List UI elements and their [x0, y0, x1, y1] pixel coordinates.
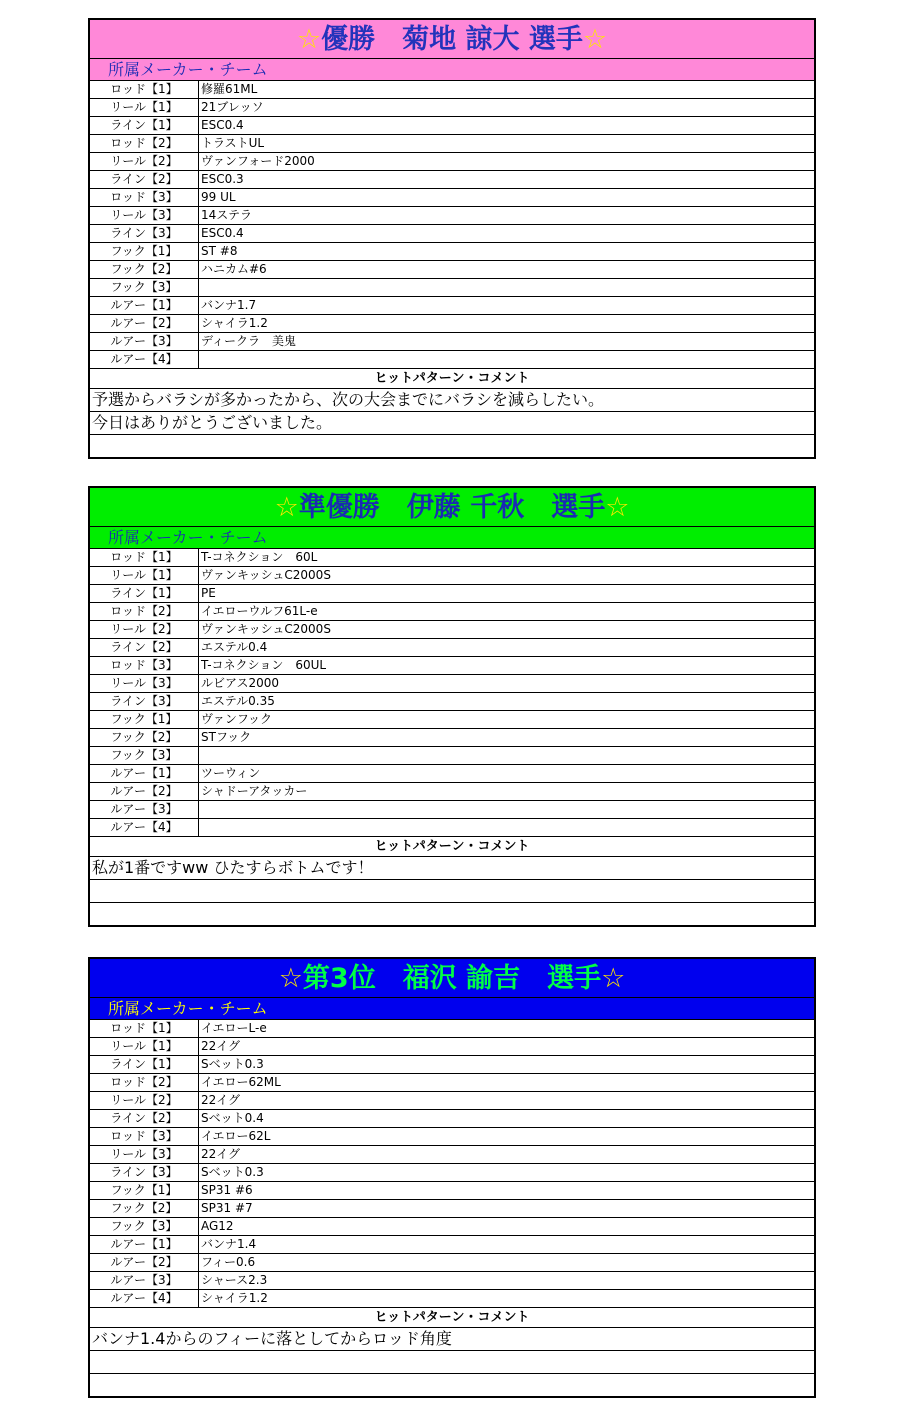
- tackle-label: ルアー【4】: [90, 1290, 199, 1308]
- star-icon: ☆: [601, 963, 626, 994]
- tackle-label: ルアー【4】: [90, 351, 199, 369]
- tackle-label: ルアー【1】: [90, 297, 199, 315]
- tackle-label: リール【1】: [90, 99, 199, 117]
- comment-block: [90, 389, 814, 457]
- tackle-row: [90, 1272, 814, 1290]
- tackle-value: フィー0.6: [199, 1254, 815, 1272]
- comment-block: [90, 1328, 814, 1396]
- tackle-value: 22イグ: [199, 1092, 815, 1110]
- tackle-row: [90, 207, 814, 225]
- comment-header: ヒットパターン・コメント: [90, 369, 814, 389]
- card-title: [90, 20, 814, 59]
- tackle-row: [90, 567, 814, 585]
- tackle-label: ルアー【2】: [90, 315, 199, 333]
- tackle-label: ライン【3】: [90, 225, 199, 243]
- tackle-value: Sベット0.3: [199, 1164, 815, 1182]
- tackle-row: [90, 747, 814, 765]
- tackle-row: [90, 729, 814, 747]
- tackle-value: ヴァンフック: [199, 711, 815, 729]
- tackle-value: エステル0.4: [199, 639, 815, 657]
- tackle-label: リール【1】: [90, 1038, 199, 1056]
- tackle-label: ライン【1】: [90, 585, 199, 603]
- tackle-row: [90, 693, 814, 711]
- tackle-label: ロッド【2】: [90, 603, 199, 621]
- star-icon: ☆: [274, 492, 299, 523]
- tackle-value: [199, 747, 815, 765]
- tackle-value: [199, 279, 815, 297]
- tackle-label: フック【2】: [90, 1200, 199, 1218]
- comment-line: 私が1番ですww ひたすらボトムです！: [90, 857, 814, 880]
- winner-title: 準優勝 伊藤 千秋 選手: [298, 492, 606, 523]
- tackle-row: [90, 1164, 814, 1182]
- tackle-value: エステル0.35: [199, 693, 815, 711]
- tackle-value: Sベット0.3: [199, 1056, 815, 1074]
- tackle-row: [90, 783, 814, 801]
- tackle-value: シャイラ1.2: [199, 1290, 815, 1308]
- tackle-row: [90, 819, 814, 837]
- tackle-label: フック【3】: [90, 279, 199, 297]
- tackle-table: [90, 549, 814, 837]
- tackle-label: フック【3】: [90, 747, 199, 765]
- tackle-value: ツーウィン: [199, 765, 815, 783]
- winner-title: 優勝 菊地 諒大 選手: [321, 24, 583, 55]
- tackle-row: [90, 297, 814, 315]
- result-card-1st: [88, 18, 816, 459]
- tackle-row: [90, 1038, 814, 1056]
- tackle-label: フック【2】: [90, 261, 199, 279]
- tackle-row: [90, 99, 814, 117]
- tackle-label: ロッド【1】: [90, 81, 199, 99]
- tackle-value: イエローウルフ61L-e: [199, 603, 815, 621]
- tackle-label: ライン【1】: [90, 117, 199, 135]
- tackle-label: リール【3】: [90, 675, 199, 693]
- tackle-row: [90, 261, 814, 279]
- tackle-label: ルアー【3】: [90, 1272, 199, 1290]
- tackle-row: [90, 1110, 814, 1128]
- tackle-label: ルアー【3】: [90, 801, 199, 819]
- tackle-value: シャイラ1.2: [199, 315, 815, 333]
- card-title: [90, 959, 814, 998]
- tackle-row: [90, 171, 814, 189]
- winner-title: 第3位 福沢 諭吉 選手: [302, 963, 602, 994]
- tackle-value: STフック: [199, 729, 815, 747]
- tackle-value: ハニカム#6: [199, 261, 815, 279]
- tackle-row: [90, 675, 814, 693]
- tackle-row: [90, 351, 814, 369]
- tackle-row: [90, 549, 814, 567]
- comment-line: [90, 903, 814, 925]
- tackle-value: 22イグ: [199, 1146, 815, 1164]
- tackle-row: [90, 81, 814, 99]
- tackle-row: [90, 1146, 814, 1164]
- tackle-row: [90, 801, 814, 819]
- star-icon: ☆: [278, 963, 303, 994]
- comment-block: [90, 857, 814, 925]
- tackle-label: ルアー【3】: [90, 333, 199, 351]
- comment-line: [90, 1374, 814, 1396]
- tackle-value: T-コネクション 60L: [199, 549, 815, 567]
- tackle-value: ESC0.4: [199, 117, 815, 135]
- tackle-value: ヴァンキッシュC2000S: [199, 621, 815, 639]
- affiliation-label: 所属メーカー・チーム: [90, 527, 814, 549]
- tackle-value: [199, 351, 815, 369]
- tackle-label: ロッド【2】: [90, 1074, 199, 1092]
- tackle-value: PE: [199, 585, 815, 603]
- star-icon: ☆: [605, 492, 630, 523]
- tackle-label: ルアー【1】: [90, 765, 199, 783]
- tackle-value: T-コネクション 60UL: [199, 657, 815, 675]
- tackle-value: ヴァンキッシュC2000S: [199, 567, 815, 585]
- tackle-label: ロッド【2】: [90, 135, 199, 153]
- tackle-row: [90, 1092, 814, 1110]
- tackle-row: [90, 135, 814, 153]
- tackle-row: [90, 1254, 814, 1272]
- tackle-value: SP31 #6: [199, 1182, 815, 1200]
- tackle-row: [90, 1074, 814, 1092]
- tackle-value: ヴァンフォード2000: [199, 153, 815, 171]
- tackle-table: [90, 81, 814, 369]
- tackle-value: イエローL-e: [199, 1020, 815, 1038]
- tackle-label: リール【2】: [90, 621, 199, 639]
- tackle-value: バンナ1.4: [199, 1236, 815, 1254]
- tackle-label: ルアー【1】: [90, 1236, 199, 1254]
- tackle-value: ESC0.3: [199, 171, 815, 189]
- card-title: [90, 488, 814, 527]
- tackle-label: ライン【2】: [90, 639, 199, 657]
- tackle-label: フック【1】: [90, 243, 199, 261]
- tackle-label: フック【1】: [90, 1182, 199, 1200]
- tackle-label: ライン【3】: [90, 693, 199, 711]
- tackle-row: [90, 1128, 814, 1146]
- tackle-row: [90, 1020, 814, 1038]
- tackle-row: [90, 639, 814, 657]
- tackle-row: [90, 1236, 814, 1254]
- comment-line: バンナ1.4からのフィーに落としてからロッド角度: [90, 1328, 814, 1351]
- tackle-row: [90, 621, 814, 639]
- tackle-row: [90, 1290, 814, 1308]
- tackle-row: [90, 657, 814, 675]
- tackle-row: [90, 117, 814, 135]
- tackle-table: [90, 1020, 814, 1308]
- tackle-row: [90, 1182, 814, 1200]
- tackle-value: 14ステラ: [199, 207, 815, 225]
- tackle-value: シャドーアタッカー: [199, 783, 815, 801]
- tackle-label: ロッド【3】: [90, 1128, 199, 1146]
- tackle-label: ロッド【1】: [90, 549, 199, 567]
- tackle-value: 99 UL: [199, 189, 815, 207]
- tackle-label: ライン【3】: [90, 1164, 199, 1182]
- tackle-label: リール【1】: [90, 567, 199, 585]
- tackle-label: フック【2】: [90, 729, 199, 747]
- tackle-row: [90, 1200, 814, 1218]
- tackle-row: [90, 153, 814, 171]
- comment-line: 今日はありがとうございました。: [90, 412, 814, 435]
- tackle-row: [90, 279, 814, 297]
- tackle-value: [199, 819, 815, 837]
- tackle-value: Sベット0.4: [199, 1110, 815, 1128]
- affiliation-label: 所属メーカー・チーム: [90, 998, 814, 1020]
- tackle-label: リール【2】: [90, 153, 199, 171]
- tackle-row: [90, 225, 814, 243]
- tackle-label: ライン【1】: [90, 1056, 199, 1074]
- comment-header: ヒットパターン・コメント: [90, 837, 814, 857]
- star-icon: ☆: [582, 24, 608, 55]
- tackle-label: ルアー【2】: [90, 783, 199, 801]
- tackle-row: [90, 315, 814, 333]
- tackle-row: [90, 603, 814, 621]
- result-card-2nd: [88, 486, 816, 927]
- tackle-row: [90, 189, 814, 207]
- tackle-label: ライン【2】: [90, 171, 199, 189]
- tackle-value: AG12: [199, 1218, 815, 1236]
- comment-line: 予選からバラシが多かったから、次の大会までにバラシを減らしたい。: [90, 389, 814, 412]
- tackle-value: SP31 #7: [199, 1200, 815, 1218]
- tackle-value: イエロー62L: [199, 1128, 815, 1146]
- tackle-label: ライン【2】: [90, 1110, 199, 1128]
- tackle-row: [90, 711, 814, 729]
- tackle-label: リール【2】: [90, 1092, 199, 1110]
- tackle-value: バンナ1.7: [199, 297, 815, 315]
- tackle-row: [90, 333, 814, 351]
- tackle-label: ルアー【2】: [90, 1254, 199, 1272]
- tackle-row: [90, 1218, 814, 1236]
- tackle-label: リール【3】: [90, 1146, 199, 1164]
- tackle-label: リール【3】: [90, 207, 199, 225]
- comment-line: [90, 880, 814, 903]
- tackle-label: フック【3】: [90, 1218, 199, 1236]
- tackle-label: ロッド【1】: [90, 1020, 199, 1038]
- tackle-value: 21ブレッソ: [199, 99, 815, 117]
- tackle-value: ST #8: [199, 243, 815, 261]
- tackle-value: ルビアス2000: [199, 675, 815, 693]
- star-icon: ☆: [296, 24, 322, 55]
- tackle-label: ロッド【3】: [90, 657, 199, 675]
- tackle-value: 修羅61ML: [199, 81, 815, 99]
- tackle-row: [90, 585, 814, 603]
- tackle-row: [90, 765, 814, 783]
- tackle-value: ディークラ 美鬼: [199, 333, 815, 351]
- tackle-value: シャース2.3: [199, 1272, 815, 1290]
- tackle-value: イエロー62ML: [199, 1074, 815, 1092]
- tackle-value: 22イグ: [199, 1038, 815, 1056]
- tackle-row: [90, 1056, 814, 1074]
- tackle-value: トラストUL: [199, 135, 815, 153]
- tackle-row: [90, 243, 814, 261]
- tackle-value: ESC0.4: [199, 225, 815, 243]
- comment-line: [90, 1351, 814, 1374]
- tackle-label: フック【1】: [90, 711, 199, 729]
- tackle-label: ルアー【4】: [90, 819, 199, 837]
- affiliation-label: 所属メーカー・チーム: [90, 59, 814, 81]
- tackle-label: ロッド【3】: [90, 189, 199, 207]
- result-card-3rd: [88, 957, 816, 1398]
- comment-line: [90, 435, 814, 457]
- tackle-value: [199, 801, 815, 819]
- comment-header: ヒットパターン・コメント: [90, 1308, 814, 1328]
